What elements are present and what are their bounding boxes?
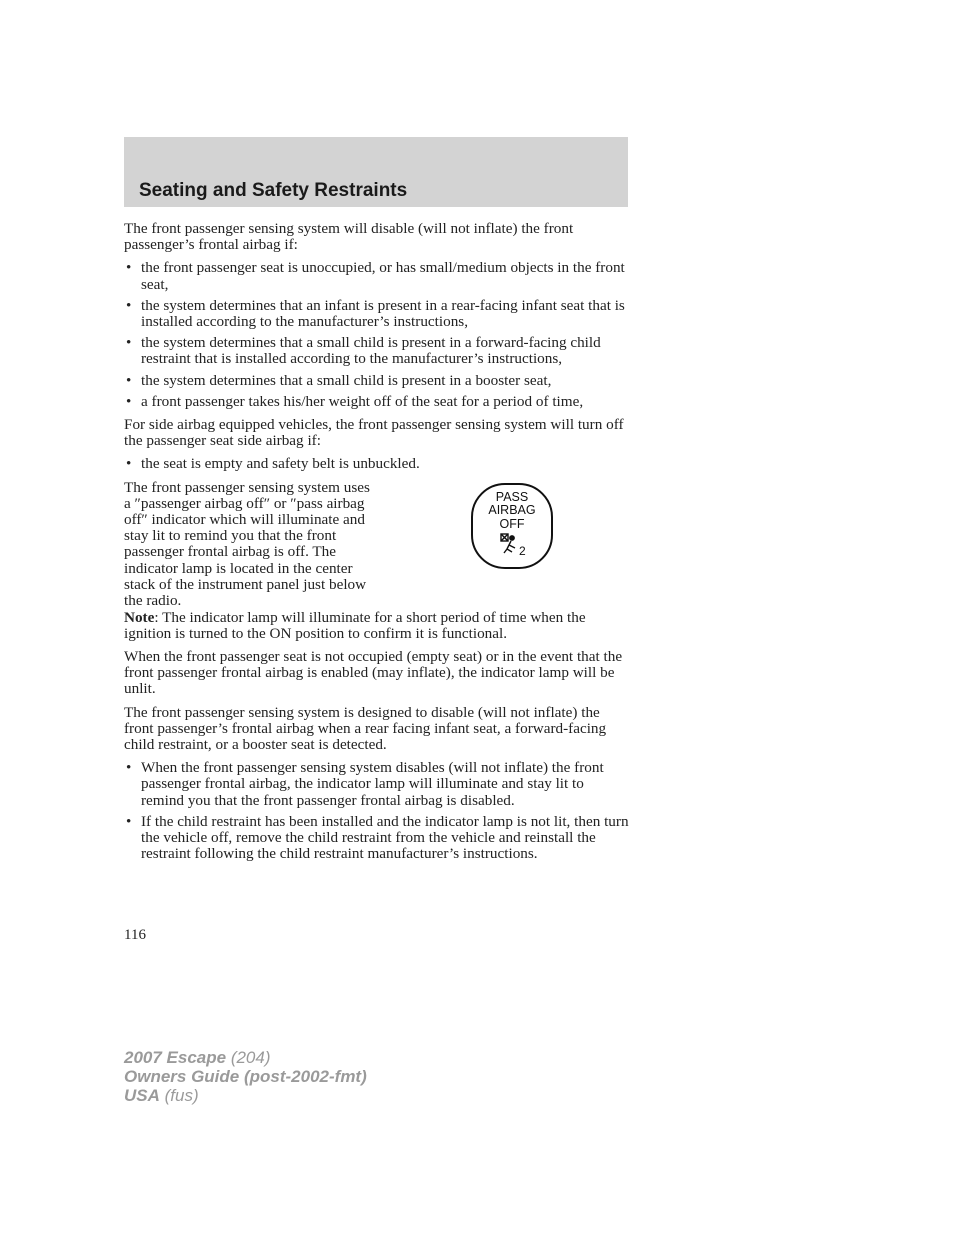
- list-item: • the front passenger seat is unoccupied, or has small/medium objects in the front seat,: [126, 259, 625, 293]
- indicator-paragraph: The front passenger sensing system uses a ″passenger airbag off″ or ″pass airbag off″ indicator which will illuminate and stay lit to remind you that the front passenger frontal airbag is off. The indicator lamp is located in the center stack of the instrument panel just below the radio.: [124, 478, 370, 610]
- seat-number-label: 2: [519, 544, 526, 559]
- indicator-line-airbag: AIRBAG: [488, 503, 536, 518]
- section-header-band: [124, 137, 628, 207]
- note-paragraph: Note: The indicator lamp will illuminate for a short period of time when the ignition is turned to the ON position to confirm it is functional.: [124, 608, 586, 642]
- note-label: Note: [124, 608, 155, 626]
- disable-conditions-list: [124, 260, 629, 410]
- footer-line-market: USA (fus): [124, 1086, 199, 1105]
- side-airbag-conditions-list: [124, 456, 629, 472]
- indicator-section: [124, 478, 629, 610]
- list-item: • the system determines that an infant is present in a rear-facing infant seat that is installed according to the manufacturer’s instructions,: [126, 296, 625, 331]
- design-paragraph: The front passenger sensing system is designed to disable (will not inflate) the front passenger’s frontal airbag when a rear facing infant seat, a forward-facing child restraint, or a booster seat is detected.: [124, 703, 607, 754]
- list-item: • a front passenger takes his/her weight off of the seat for a period of time,: [126, 392, 584, 410]
- list-item: • the system determines that a small child is present in a forward-facing child restraint that is installed according to the manufacturer’s instructions,: [126, 334, 601, 368]
- footer-line-guide: Owners Guide (post-2002-fmt): [124, 1067, 367, 1086]
- indicator-line-pass: PASS: [495, 489, 529, 504]
- footer-line-model: 2007 Escape (204): [124, 1048, 271, 1067]
- unoccupied-paragraph: When the front passenger seat is not occupied (empty seat) or in the event that the front passenger frontal airbag is enabled (may inflate), the indicator lamp will be unlit.: [124, 648, 623, 698]
- bullet-icon: •: [126, 392, 132, 410]
- section-title: Seating and Safety Restraints: [139, 180, 408, 201]
- indicator-line-off: OFF: [499, 516, 525, 531]
- bullet-icon: •: [126, 296, 132, 314]
- bullet-icon: •: [126, 759, 132, 777]
- page-content: [124, 221, 629, 869]
- list-item: • When the front passenger sensing system disables (will not inflate) the front passenger frontal airbag, the indicator lamp will illuminate and stay lit to remind you that the front passenger frontal airbag is disabled.: [126, 759, 604, 809]
- bullet-icon: •: [126, 812, 132, 830]
- bullet-icon: •: [126, 259, 132, 277]
- airbag-off-seat-icon: [495, 532, 529, 558]
- list-item: • the system determines that a small child is present in a booster seat,: [126, 371, 552, 389]
- page-number: 116: [124, 927, 146, 943]
- side-airbag-paragraph: For side airbag equipped vehicles, the front passenger sensing system will turn off the passenger seat side airbag if:: [124, 416, 624, 450]
- bullet-icon: •: [126, 371, 132, 389]
- pass-airbag-off-indicator: [471, 483, 553, 569]
- list-item: • If the child restraint has been installed and the indicator lamp is not lit, then turn the vehicle off, remove the child restraint from the vehicle and reinstall the restraint following the child restraint manufacturer’s instructions.: [126, 812, 629, 863]
- final-bullets-list: [124, 760, 629, 862]
- bullet-icon: •: [126, 334, 132, 352]
- intro-paragraph: The front passenger sensing system will disable (will not inflate) the front passenger’s frontal airbag if:: [124, 220, 574, 254]
- list-item: • the seat is empty and safety belt is unbuckled.: [126, 455, 420, 473]
- bullet-icon: •: [126, 455, 132, 473]
- document-footer: [124, 1048, 367, 1105]
